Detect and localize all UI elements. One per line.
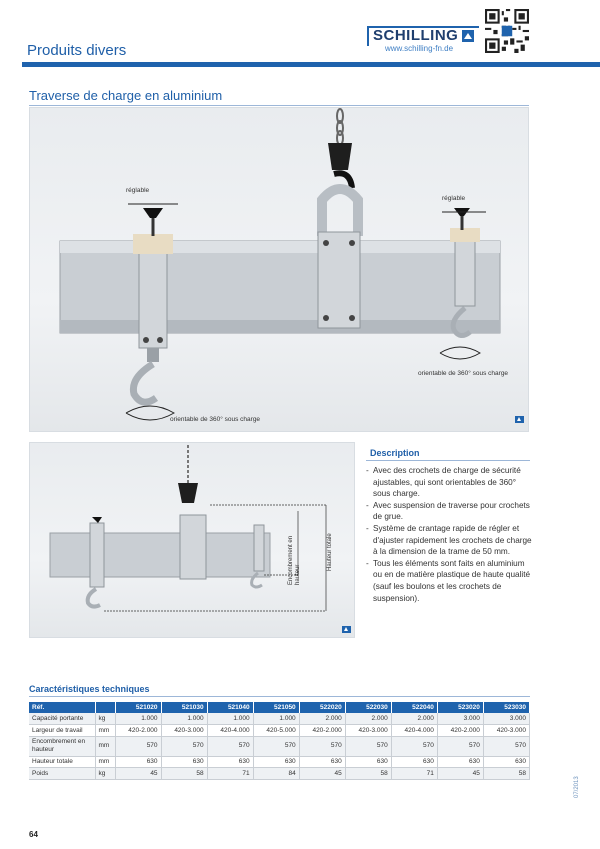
table-cell: 630 (253, 756, 299, 768)
specs-title: Caractéristiques techniques (29, 684, 150, 694)
specs-table (29, 702, 530, 780)
label-encombrement: Encombrement en hauteur (288, 535, 301, 585)
table-cell: 1.000 (161, 713, 207, 725)
table-cell: 630 (115, 756, 161, 768)
table-cell: 3.000 (437, 713, 483, 725)
table-cell: 58 (161, 768, 207, 780)
main-product-image (29, 107, 529, 432)
table-cell: 420-5.000 (253, 725, 299, 737)
table-cell: 420-2.000 (437, 725, 483, 737)
table-cell: 630 (161, 756, 207, 768)
table-cell: 2.000 (391, 713, 437, 725)
header-rule (22, 62, 600, 67)
label-orientable-right: orientable de 360° sous charge (418, 370, 509, 377)
description-item: - Système de crantage rapide de régler et d'ajuster rapidement les crochets de charge à la dimension de la trame de 50 mm. (366, 523, 532, 558)
table-cell: 570 (483, 736, 529, 756)
website-link[interactable]: www.schilling-fn.de (385, 44, 454, 53)
description-rule (366, 460, 530, 461)
row-label: Capacité portante (29, 713, 95, 725)
table-cell: 570 (207, 736, 253, 756)
table-cell: 570 (253, 736, 299, 756)
dimension-illustration (30, 443, 356, 639)
header-ref-code: 521020 (115, 702, 161, 713)
header-ref-code: 522030 (345, 702, 391, 713)
specs-header-row (29, 702, 530, 713)
label-reglable-right: réglable (442, 195, 466, 202)
table-cell: 45 (299, 768, 345, 780)
section-title: Traverse de charge en aluminium (29, 88, 223, 103)
label-hauteur-totale: Hauteur totale (327, 533, 333, 571)
row-unit: mm (95, 725, 115, 737)
table-cell: 3.000 (483, 713, 529, 725)
table-cell: 84 (253, 768, 299, 780)
page-header-title: Produits divers (27, 42, 127, 59)
header-unit (95, 702, 115, 713)
label-orientable-left: orientable de 360° sous charge (170, 416, 261, 423)
table-row (29, 768, 530, 780)
description-item: - Tous les éléments sont faits en aluminium ou en de matière plastique de haute qualité (sauf les boulons et les crochets de suspension). (366, 558, 532, 604)
table-cell: 570 (115, 736, 161, 756)
row-label: Largeur de travail (29, 725, 95, 737)
table-cell: 1.000 (253, 713, 299, 725)
table-cell: 420-3.000 (483, 725, 529, 737)
table-cell: 570 (161, 736, 207, 756)
specs-rule (29, 696, 530, 697)
header-ref-code: 521030 (161, 702, 207, 713)
header-ref-code: 522020 (299, 702, 345, 713)
table-row (29, 756, 530, 768)
table-cell: 1.000 (207, 713, 253, 725)
table-cell: 420-4.000 (207, 725, 253, 737)
table-cell: 58 (483, 768, 529, 780)
qr-code (485, 9, 529, 53)
table-cell: 570 (345, 736, 391, 756)
table-row (29, 725, 530, 737)
table-cell: 71 (207, 768, 253, 780)
table-cell: 420-2.000 (115, 725, 161, 737)
description-item: - Avec suspension de traverse pour crochets de grue. (366, 500, 532, 523)
header-ref-code: 521050 (253, 702, 299, 713)
table-row (29, 736, 530, 756)
table-cell: 570 (437, 736, 483, 756)
header-ref-code: 523020 (437, 702, 483, 713)
table-cell: 45 (115, 768, 161, 780)
row-unit: kg (95, 713, 115, 725)
table-cell: 420-2.000 (299, 725, 345, 737)
table-cell: 420-3.000 (161, 725, 207, 737)
row-label: Poids (29, 768, 95, 780)
table-cell: 630 (483, 756, 529, 768)
section-rule (29, 105, 529, 106)
table-cell: 420-3.000 (345, 725, 391, 737)
main-product-illustration (30, 108, 530, 433)
row-unit: mm (95, 736, 115, 756)
date-code: 07/2013 (574, 776, 580, 798)
schilling-mark-icon (342, 626, 351, 633)
dimension-image (29, 442, 355, 638)
logo-triangle-icon (462, 30, 474, 42)
table-cell: 2.000 (299, 713, 345, 725)
table-cell: 630 (299, 756, 345, 768)
row-unit: mm (95, 756, 115, 768)
row-unit: kg (95, 768, 115, 780)
table-cell: 630 (345, 756, 391, 768)
schilling-logo (367, 20, 479, 44)
table-cell: 630 (207, 756, 253, 768)
description-list (366, 465, 532, 604)
table-cell: 420-4.000 (391, 725, 437, 737)
header-ref-code: 523030 (483, 702, 529, 713)
table-cell: 1.000 (115, 713, 161, 725)
description-title: Description (370, 448, 420, 458)
header-ref-code: 521040 (207, 702, 253, 713)
label-reglable-left: réglable (126, 187, 150, 194)
row-label: Hauteur totale (29, 756, 95, 768)
table-cell: 630 (437, 756, 483, 768)
header-ref: Réf. (29, 702, 95, 713)
header-ref-code: 522040 (391, 702, 437, 713)
table-cell: 45 (437, 768, 483, 780)
row-label: Encombrement en hauteur (29, 736, 95, 756)
table-row (29, 713, 530, 725)
table-cell: 58 (345, 768, 391, 780)
description-item: - Avec des crochets de charge de sécurité ajustables, qui sont orientables de 360° sous charge. (366, 465, 532, 500)
table-cell: 2.000 (345, 713, 391, 725)
table-cell: 630 (391, 756, 437, 768)
table-cell: 71 (391, 768, 437, 780)
table-cell: 570 (299, 736, 345, 756)
page-number: 64 (29, 830, 38, 839)
schilling-mark-icon (515, 416, 524, 423)
logo-text: SCHILLING (373, 27, 459, 44)
table-cell: 570 (391, 736, 437, 756)
